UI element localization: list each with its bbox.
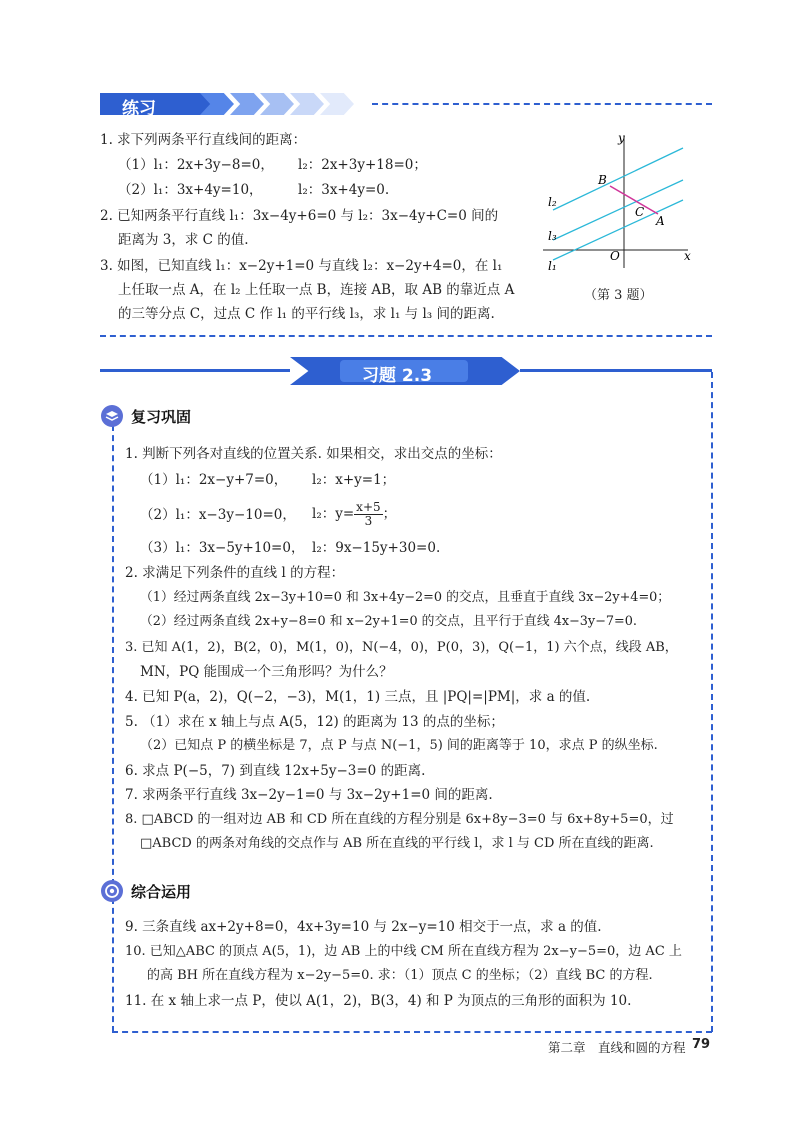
layers-icon <box>101 405 123 427</box>
divider <box>372 103 712 105</box>
line-l2 <box>553 148 683 210</box>
label-l1: l₁ <box>548 259 557 270</box>
banner-chevron <box>290 93 324 115</box>
practice-q1-a-l1: （1）l₁：2x+3y−8=0， <box>118 157 274 173</box>
target-icon <box>101 880 123 902</box>
footer-page-number: 79 <box>692 1037 711 1052</box>
fraction-numerator: x+5 <box>356 500 381 514</box>
exercise-border-left-2 <box>112 898 114 1032</box>
ex-q2-head: 2. 求满足下列条件的直线 l 的方程： <box>125 565 345 581</box>
ex-q1-b-l1: （2）l₁：x−3y−10=0， <box>140 507 296 523</box>
practice-q2-line2: 距离为 3，求 C 的值. <box>118 232 249 248</box>
ex-q2-b: （2）经过两条直线 2x+y−8=0 和 x−2y+1=0 的交点，且平行于直线 4x−3y−7=0. <box>140 614 637 629</box>
ex-q3-line2: MN，PQ 能围成一个三角形吗？为什么？ <box>140 664 393 680</box>
exercise-border-left <box>112 425 114 885</box>
practice-q1-head: 1. 求下列两条平行直线间的距离： <box>100 132 307 148</box>
practice-q3-line1: 3. 如图，已知直线 l₁：x−2y+1=0 与直线 l₂：x−2y+4=0，在 l₁ <box>100 258 503 274</box>
label-b: B <box>598 173 607 187</box>
ex-q3-line1: 3. 已知 A(1，2)，B(2，0)，M(1，0)，N(−4，0)，P(0，3)，Q(−1，1) 六个点，线段 AB， <box>125 640 678 655</box>
ex-q1-c-l1: （3）l₁：3x−5y+10=0， <box>140 540 305 556</box>
ex-q1-b-l2-post: ； <box>382 506 397 522</box>
practice-title: 练习 <box>122 99 156 119</box>
ex-q4: 4. 已知 P(a，2)，Q(−2，−3)，M(1，1) 三点，且 |PQ|=|PM|，求 a 的值. <box>125 689 591 705</box>
banner-chevron <box>230 93 264 115</box>
figure-caption: （第 3 题） <box>584 288 653 303</box>
label-origin: O <box>610 249 620 263</box>
ex-q10-line2: 的高 BH 所在直线方程为 x−2y−5=0. 求：（1）顶点 C 的坐标；（2）直线 BC 的方程. <box>147 968 653 983</box>
exercise-border-bottom <box>112 1031 712 1033</box>
ex-q5-b: （2）已知点 P 的横坐标是 7，点 P 与点 N(−1，5) 间的距离等于 10，求点 P 的纵坐标. <box>140 738 658 753</box>
ex-q6: 6. 求点 P(−5，7) 到直线 12x+5y−3=0 的距离. <box>125 763 426 779</box>
ex-q11: 11. 在 x 轴上求一点 P，使以 A(1，2)，B(3，4) 和 P 为顶点的三角形的面积为 10. <box>125 993 632 1009</box>
ex-q7: 7. 求两条平行直线 3x−2y−1=0 与 3x−2y+1=0 间的距离. <box>125 787 493 803</box>
practice-banner <box>100 93 220 115</box>
divider <box>100 335 712 337</box>
ex-q2-a: （1）经过两条直线 2x−3y+10=0 和 3x+4y−2=0 的交点，且垂直于直线 3x−2y+4=0； <box>140 590 671 605</box>
ex-q1-a-l1: （1）l₁：2x−y+7=0， <box>140 472 288 488</box>
exercise-rule-left <box>100 369 290 372</box>
banner-chevron <box>320 93 354 115</box>
practice-q1-b-l1: （2）l₁：3x+4y=10， <box>118 182 263 198</box>
practice-q1-a-l2: l₂：2x+3y+18=0； <box>298 157 427 173</box>
practice-figure <box>538 130 698 270</box>
practice-q2-line1: 2. 已知两条平行直线 l₁：3x−4y+6=0 与 l₂：3x−4y+C=0 间的 <box>100 208 499 224</box>
ex-q1-c-l2: l₂：9x−15y+30=0. <box>312 540 441 556</box>
label-y: y <box>618 131 625 145</box>
fraction-denominator: 3 <box>364 514 373 528</box>
banner-chevron <box>260 93 294 115</box>
label-l3: l₃ <box>548 229 557 243</box>
ex-q8-line1: 8. □ABCD 的一组对边 AB 和 CD 所在直线的方程分别是 6x+8y−3=0 与 6x+8y+5=0，过 <box>125 812 674 827</box>
practice-q3-line3: 的三等分点 C，过点 C 作 l₁ 的平行线 l₃，求 l₁ 与 l₃ 间的距离. <box>118 306 495 322</box>
review-heading: 复习巩固 <box>131 408 192 426</box>
ex-q8-line2: □ABCD 的两条对角线的交点作与 AB 所在直线的平行线 l，求 l 与 CD 所在直线的距离. <box>140 836 654 851</box>
ex-q10-line1: 10. 已知△ABC 的顶点 A(5，1)，边 AB 上的中线 CM 所在直线方程为 2x−y−5=0，边 AC 上 <box>125 944 682 959</box>
footer-chapter: 第二章 直线和圆的方程 <box>548 1040 686 1055</box>
ex-q9: 9. 三条直线 ax+2y+8=0，4x+3y=10 与 2x−y=10 相交于一点，求 a 的值. <box>125 919 602 935</box>
ex-q5-a: 5. （1）求在 x 轴上与点 A(5，12) 的距离为 13 的点的坐标； <box>125 714 504 730</box>
ex-q1-b-l2-pre: l₂：y= <box>312 506 355 522</box>
ex-q1-head: 1. 判断下列各对直线的位置关系. 如果相交，求出交点的坐标： <box>125 446 502 462</box>
exercise-rule-right <box>520 369 712 372</box>
label-x: x <box>684 249 691 263</box>
label-c: C <box>635 205 645 219</box>
exercise-title: 习题 2.3 <box>362 366 433 386</box>
label-a: A <box>656 214 665 228</box>
ex-q1-a-l2: l₂：x+y=1； <box>312 472 396 488</box>
fraction <box>354 501 382 528</box>
apply-heading: 综合运用 <box>131 883 192 901</box>
practice-q1-b-l2: l₂：3x+4y=0. <box>298 182 390 198</box>
label-l2: l₂ <box>548 195 557 209</box>
exercise-border-right <box>711 372 713 1032</box>
ex-q1-b-l2 <box>312 497 396 531</box>
practice-q3-line2: 上任取一点 A，在 l₂ 上任取一点 B，连接 AB，取 AB 的靠近点 A <box>118 282 515 298</box>
line-l3 <box>553 180 683 240</box>
